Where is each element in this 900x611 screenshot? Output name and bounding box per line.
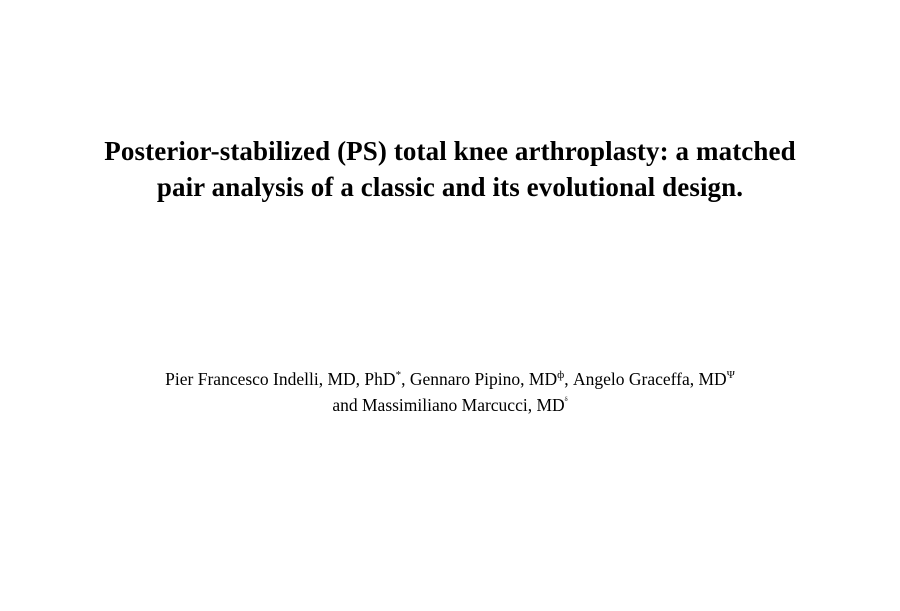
author-affiliation-marker-1: * xyxy=(395,369,402,382)
author-affiliation-marker-4: ᵟ xyxy=(564,395,568,408)
author-name-1: Pier Francesco Indelli, MD, PhD xyxy=(165,369,396,389)
page-title xyxy=(80,133,820,205)
author-name-2: , Gennaro Pipino, MD xyxy=(401,369,558,389)
title-block xyxy=(0,133,900,205)
author-affiliation-marker-3: Ψ xyxy=(726,369,735,382)
title-line-3: design. xyxy=(662,172,744,202)
author-affiliation-marker-2: ф xyxy=(557,369,565,382)
author-name-4: and Massimiliano Marcucci, MD xyxy=(332,395,565,415)
authors-block xyxy=(0,366,900,418)
title-line-2: matched pair analysis of a classic and its evolutional xyxy=(156,136,796,202)
authors-line-1 xyxy=(0,366,900,392)
title-line-1: Posterior-stabilized (PS) total knee arthroplasty: a xyxy=(104,136,690,166)
authors-line-2 xyxy=(0,392,900,418)
author-name-3: , Angelo Graceffa, MD xyxy=(564,369,727,389)
